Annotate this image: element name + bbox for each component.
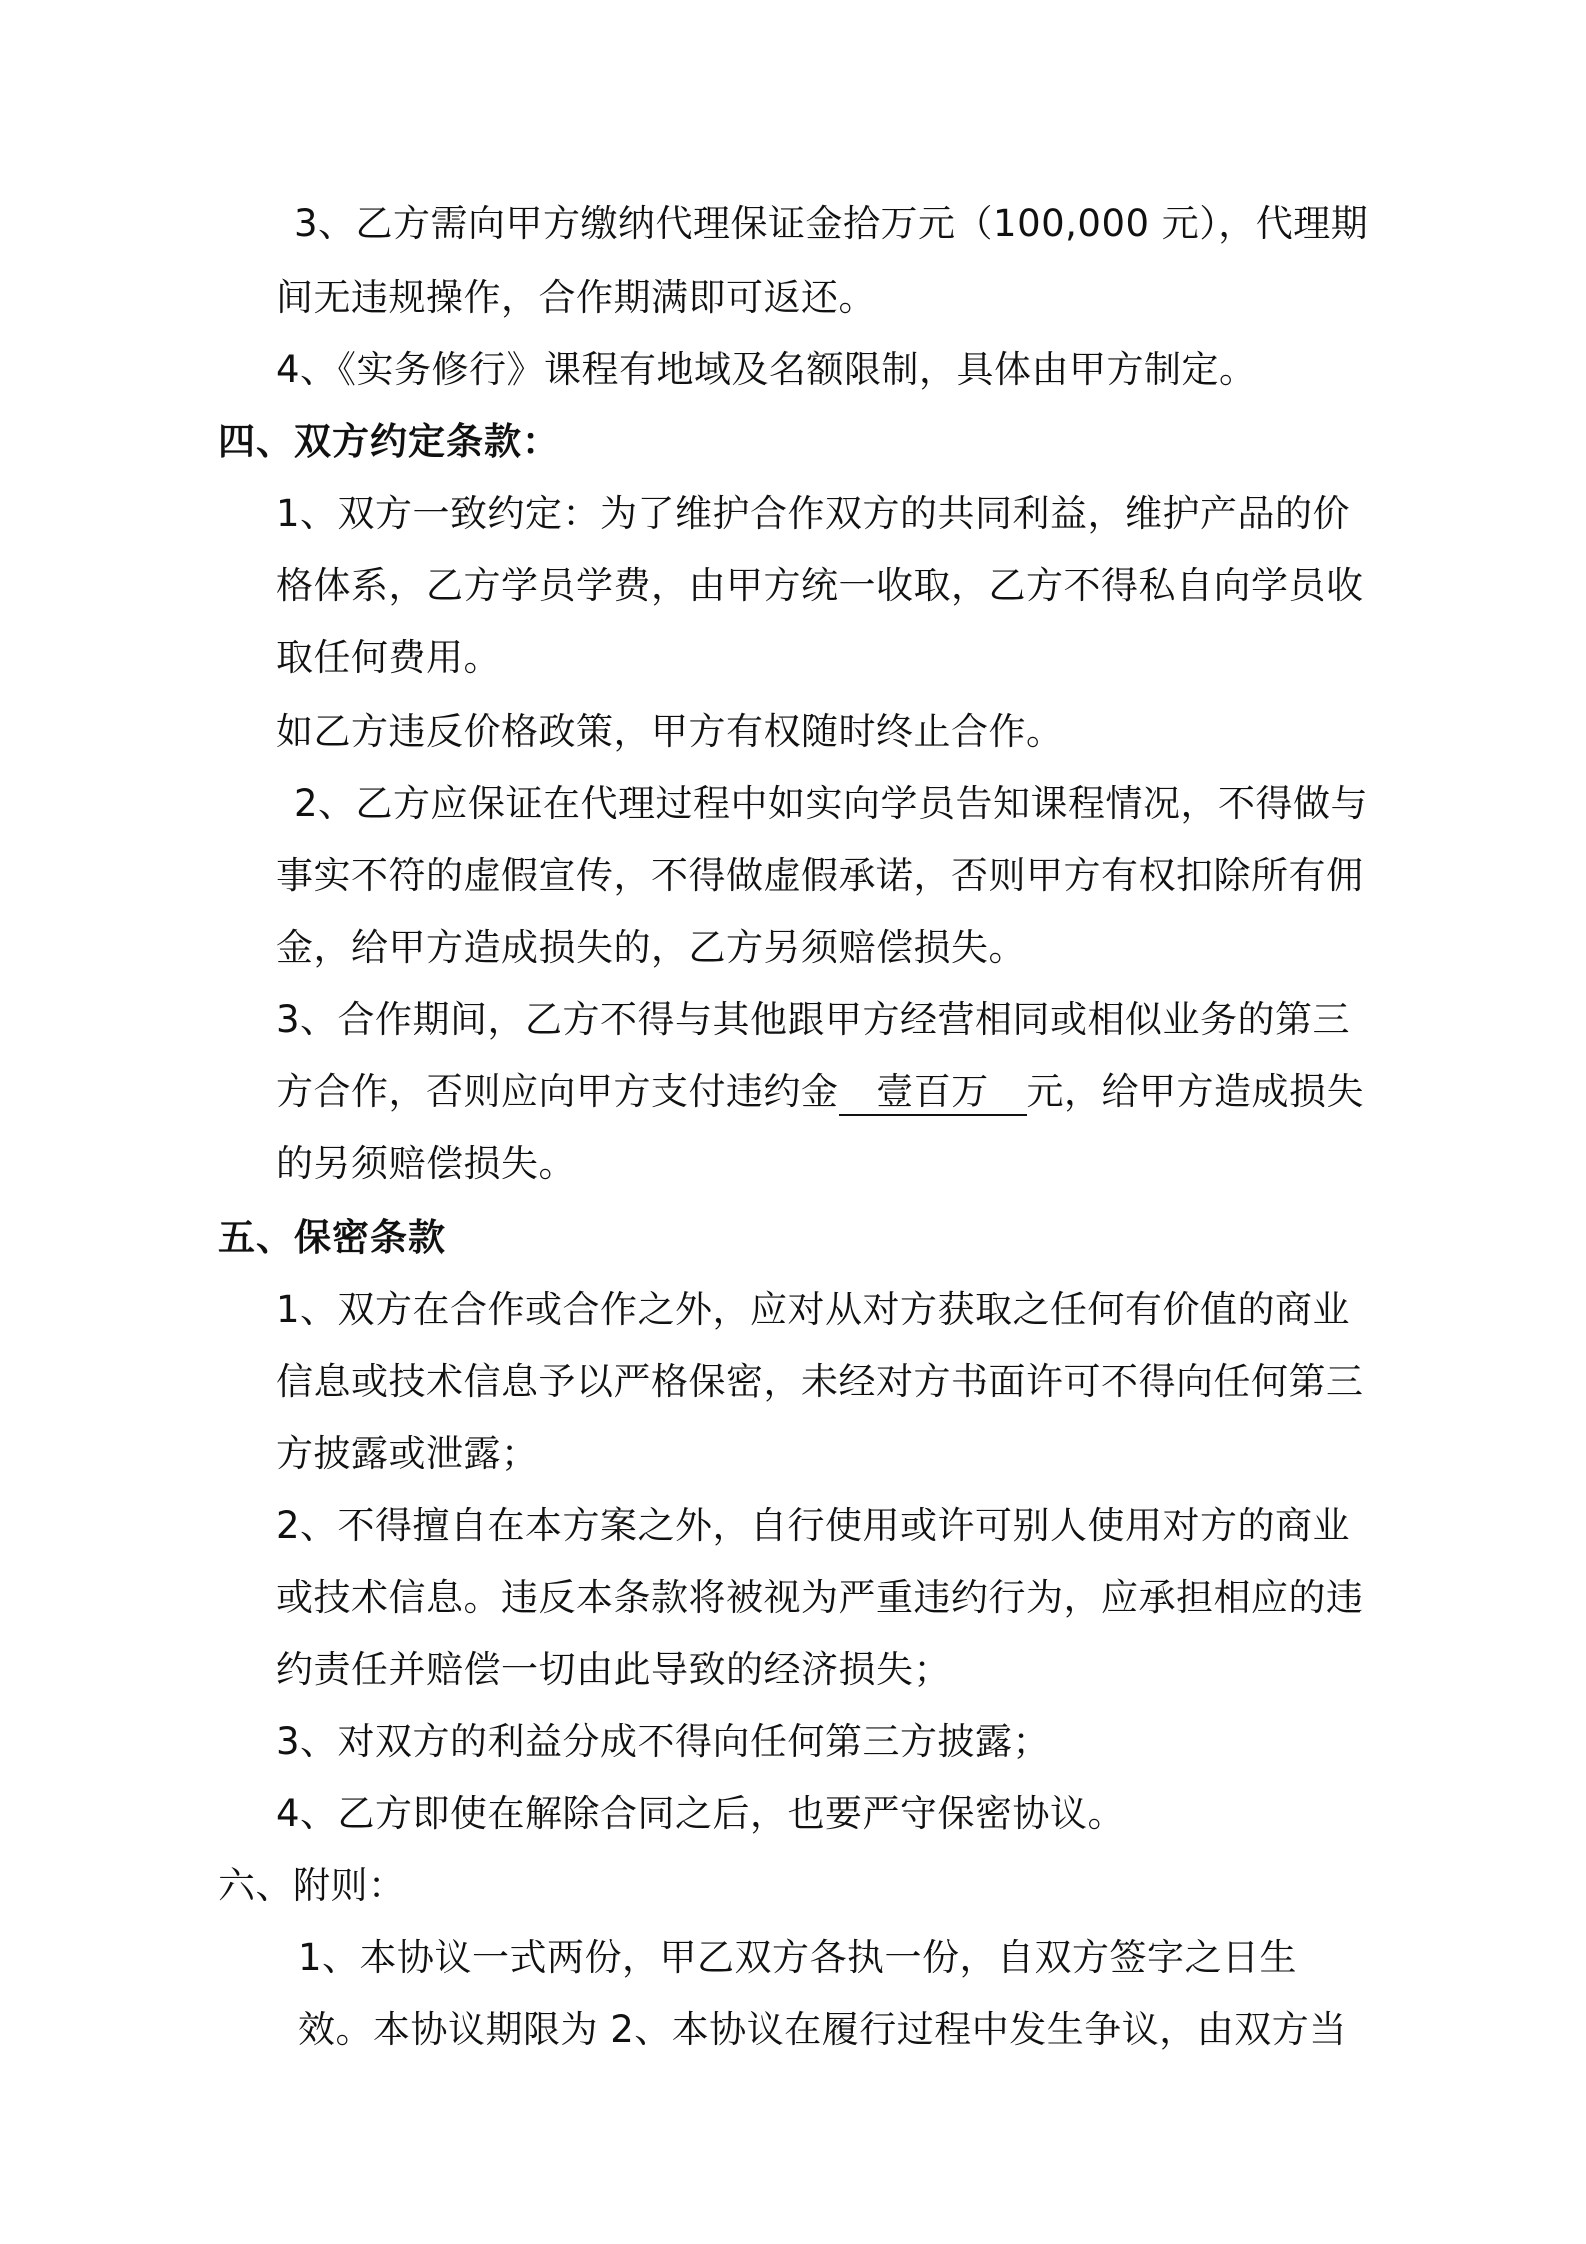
para-line: 3、乙方需向甲方缴纳代理保证金拾万元（100,000 元），代理期 [294,202,1369,245]
para-line: 间无违规操作，合作期满即可返还。 [276,276,876,319]
section-heading-6: 六、附则： [218,1864,406,1907]
section-heading-4: 四、双方约定条款： [218,420,560,463]
penalty-amount: 壹百万 [839,1070,1027,1116]
section-heading-5: 五、保密条款 [218,1216,446,1259]
para-line: 效。本协议期限为 2、本协议在履行过程中发生争议，由双方当 [298,2008,1347,2051]
para-line: 格体系，乙方学员学费，由甲方统一收取，乙方不得私自向学员收 [276,564,1364,607]
para-line: 事实不符的虚假宣传，不得做虚假承诺，否则甲方有权扣除所有佣 [276,854,1364,897]
para-line: 1、双方一致约定：为了维护合作双方的共同利益，维护产品的价 [276,492,1351,535]
penalty-text-before: 方合作，否则应向甲方支付违约金 [276,1070,839,1113]
para-line: 3、合作期间，乙方不得与其他跟甲方经营相同或相似业务的第三 [276,998,1351,1041]
para-line: 4、乙方即使在解除合同之后，也要严守保密协议。 [276,1792,1126,1835]
para-line: 1、本协议一式两份，甲乙双方各执一份，自双方签字之日生 [298,1936,1298,1979]
para-line: 如乙方违反价格政策，甲方有权随时终止合作。 [276,710,1064,753]
para-line: 3、对双方的利益分成不得向任何第三方披露； [276,1720,1051,1763]
para-line: 2、乙方应保证在代理过程中如实向学员告知课程情况，不得做与 [294,782,1369,825]
para-line: 1、双方在合作或合作之外，应对从对方获取之任何有价值的商业 [276,1288,1351,1331]
para-line: 4、《实务修行》课程有地域及名额限制，具体由甲方制定。 [276,348,1257,391]
para-line: 的另须赔偿损失。 [276,1142,576,1185]
para-line-penalty [276,1066,1364,1118]
para-line: 信息或技术信息予以严格保密，未经对方书面许可不得向任何第三 [276,1360,1364,1403]
para-line: 2、不得擅自在本方案之外，自行使用或许可别人使用对方的商业 [276,1504,1351,1547]
para-line: 金，给甲方造成损失的，乙方另须赔偿损失。 [276,926,1026,969]
para-line: 约责任并赔偿一切由此导致的经济损失； [276,1648,951,1691]
penalty-text-after: 元，给甲方造成损失 [1026,1070,1364,1113]
para-line: 方披露或泄露； [276,1432,539,1475]
para-line: 或技术信息。违反本条款将被视为严重违约行为，应承担相应的违 [276,1576,1364,1619]
para-line: 取任何费用。 [276,636,501,679]
